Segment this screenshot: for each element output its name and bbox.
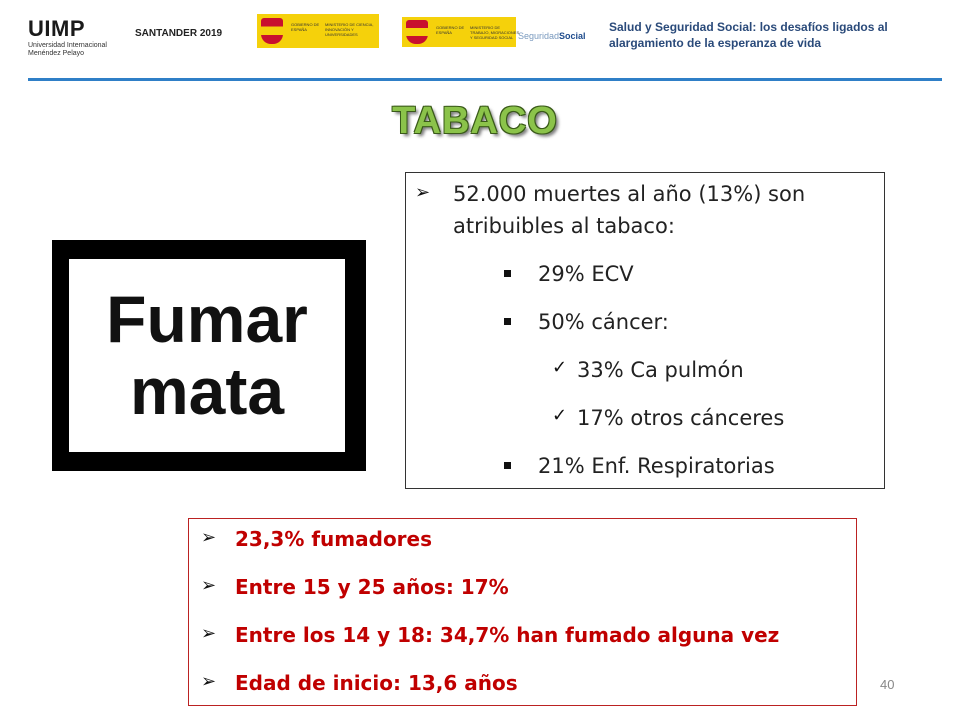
warning-text	[69, 283, 345, 427]
list-item: Edad de inicio: 13,6 años	[235, 671, 518, 695]
ministry-logo-text: MINISTERIO DE TRABAJO, MIGRACIONES Y SEGURIDAD SOCIAL	[470, 25, 520, 40]
course-title: Salud y Seguridad Social: los desafíos ligados al alargamiento de la esperanza de vida	[609, 20, 888, 50]
arrow-bullet-icon: ➢	[201, 671, 217, 692]
mortality-box	[405, 172, 885, 489]
ministry-logo-text: MINISTERIO DE CIENCIA, INNOVACIÓN Y UNIVERSIDADES	[325, 22, 374, 37]
government-logo-labour	[402, 17, 520, 47]
warning-text-line-2: mata	[129, 354, 285, 428]
list-item: Entre 15 y 25 años: 17%	[235, 575, 509, 599]
spain-crest-icon	[406, 20, 428, 44]
uimp-logo-subtitle-1: Universidad Internacional	[28, 42, 107, 49]
gov-logo-text: GOBIERNO DE ESPAÑA	[436, 25, 465, 35]
square-bullet-icon	[504, 462, 511, 469]
warning-text-line-1: Fumar	[106, 282, 308, 356]
list-item: 17% otros cánceres	[577, 406, 785, 430]
slide-header	[0, 0, 960, 80]
mortality-main-line-1: 52.000 muertes al año (13%) son	[453, 182, 806, 206]
uimp-logo	[28, 18, 107, 58]
government-logo-science	[257, 14, 379, 48]
list-item: 29% ECV	[538, 262, 634, 286]
list-item: Entre los 14 y 18: 34,7% han fumado alguna vez	[235, 623, 780, 647]
gov-logo-text: GOBIERNO DE ESPAÑA	[291, 22, 320, 32]
seguridad-social-logo	[518, 31, 586, 41]
event-label: SANTANDER 2019	[135, 28, 223, 39]
arrow-bullet-icon: ➢	[201, 623, 217, 644]
page-number: 40	[880, 677, 895, 692]
list-item: 23,3% fumadores	[235, 527, 433, 551]
arrow-bullet-icon: ➢	[201, 575, 217, 596]
arrow-bullet-icon: ➢	[415, 182, 431, 203]
uimp-logo-subtitle-2: Menéndez Pelayo	[28, 50, 85, 57]
check-icon: ✓	[552, 357, 568, 378]
list-item: 33% Ca pulmón	[577, 358, 744, 382]
uimp-logo-title: UIMP	[28, 16, 85, 41]
fumar-mata-warning-image	[52, 240, 366, 471]
arrow-bullet-icon: ➢	[201, 527, 217, 548]
ss-logo-part-a: Seguridad	[518, 31, 560, 41]
check-icon: ✓	[552, 405, 568, 426]
list-item: 50% cáncer:	[538, 310, 669, 334]
header-divider	[28, 78, 942, 81]
square-bullet-icon	[504, 270, 511, 277]
mortality-main-line-2: atribuibles al tabaco:	[453, 214, 675, 238]
square-bullet-icon	[504, 318, 511, 325]
slide-title: TABACO	[392, 100, 558, 142]
ss-logo-part-b: Social	[559, 31, 586, 41]
list-item: 21% Enf. Respiratorias	[538, 454, 775, 478]
warning-image-inner	[69, 259, 345, 452]
spain-crest-icon	[261, 18, 283, 44]
smokers-stats-box	[188, 518, 857, 706]
